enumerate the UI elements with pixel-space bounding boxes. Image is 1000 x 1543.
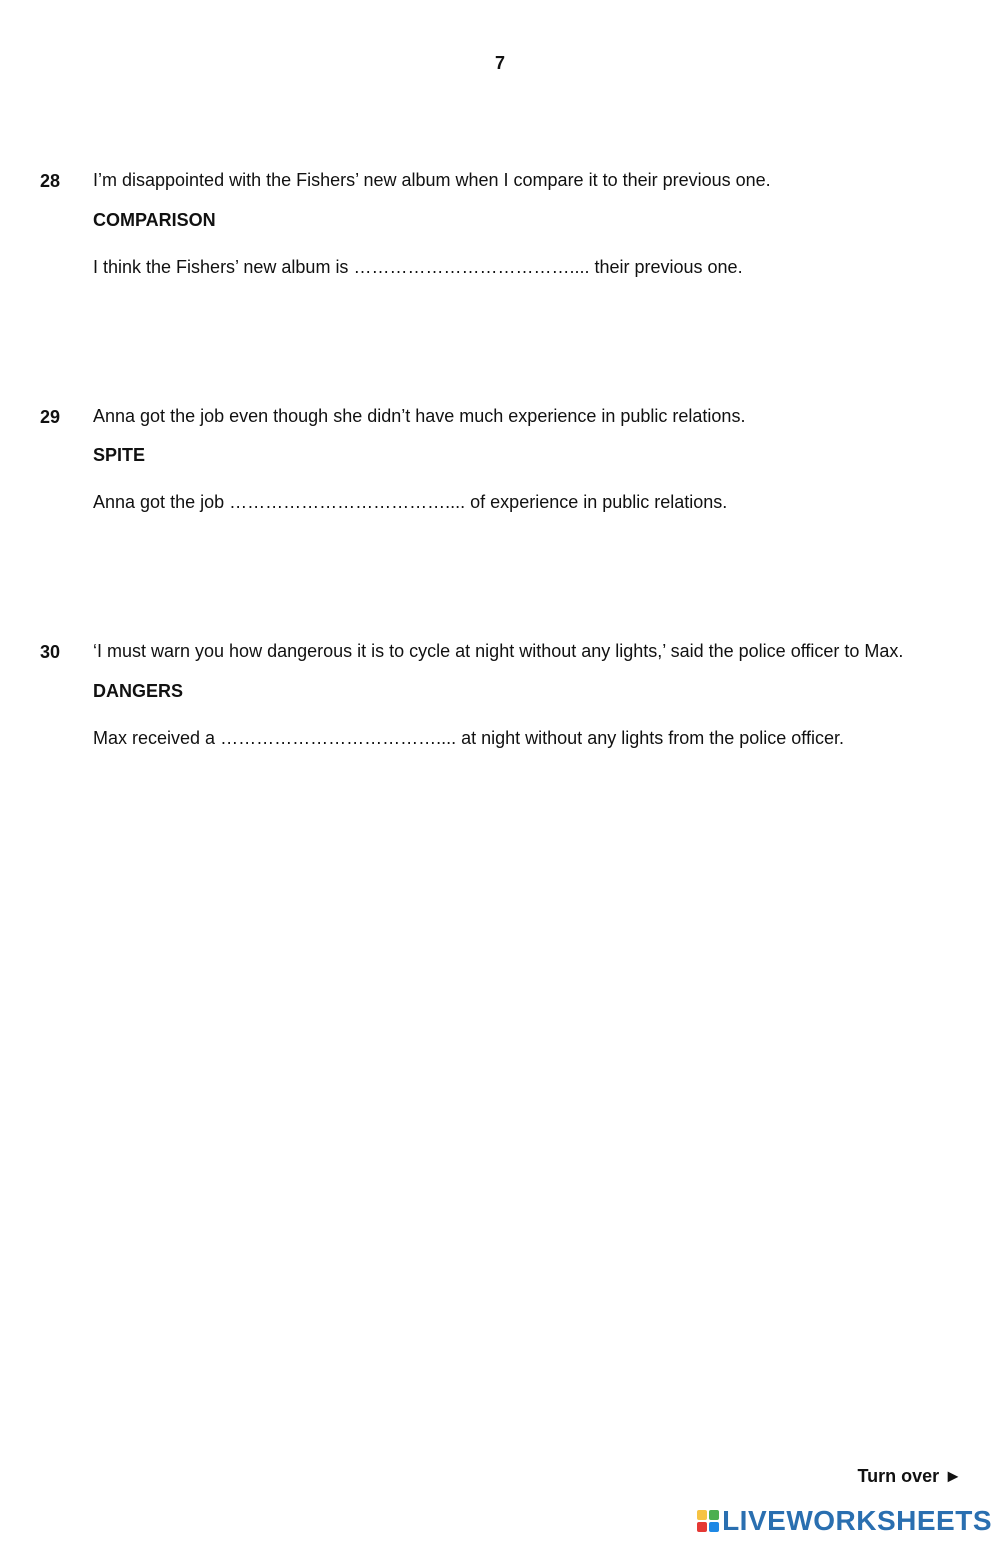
answer-blank[interactable]: ……………………………….... [353, 257, 590, 277]
logo-square-i [709, 1510, 719, 1520]
question-prompt: Anna got the job even though she didn’t have much experience in public relations. [93, 406, 746, 426]
answer-blank[interactable]: ……………………………….... [220, 728, 457, 748]
turn-over-label: Turn over ► [857, 1466, 962, 1486]
question-body [93, 171, 963, 278]
answer-sentence [93, 256, 963, 278]
question-number: 30 [40, 642, 61, 662]
question-keyword: COMPARISON [93, 210, 216, 230]
answer-after: at night without any lights from the police officer. [461, 728, 844, 748]
answer-before: Anna got the job [93, 492, 225, 512]
question-number: 29 [40, 407, 61, 427]
question-keyword: SPITE [93, 445, 146, 465]
logo-square-l [697, 1510, 707, 1520]
answer-blank[interactable]: ……………………………….... [229, 492, 466, 512]
question-body [93, 407, 963, 513]
liveworksheets-logo [697, 1505, 992, 1537]
page-number: 7 [494, 53, 505, 73]
answer-sentence [93, 727, 963, 749]
answer-sentence [93, 491, 963, 513]
question-prompt: I’m disappointed with the Fishers’ new album when I compare it to their previous one. [93, 170, 771, 190]
question-keyword: DANGERS [93, 681, 184, 701]
answer-after: their previous one. [594, 257, 743, 277]
question-body [93, 642, 963, 749]
logo-square-e [709, 1522, 719, 1532]
answer-before: I think the Fishers’ new album is [93, 257, 349, 277]
question-prompt: ‘I must warn you how dangerous it is to cycle at night without any lights,’ said the police officer to Max. [93, 641, 904, 661]
question-number: 28 [40, 171, 61, 191]
logo-square-v [697, 1522, 707, 1532]
brand-name: LIVEWORKSHEETS [722, 1505, 992, 1536]
logo-mark-icon [697, 1510, 719, 1532]
answer-after: of experience in public relations. [470, 492, 728, 512]
answer-before: Max received a [93, 728, 216, 748]
